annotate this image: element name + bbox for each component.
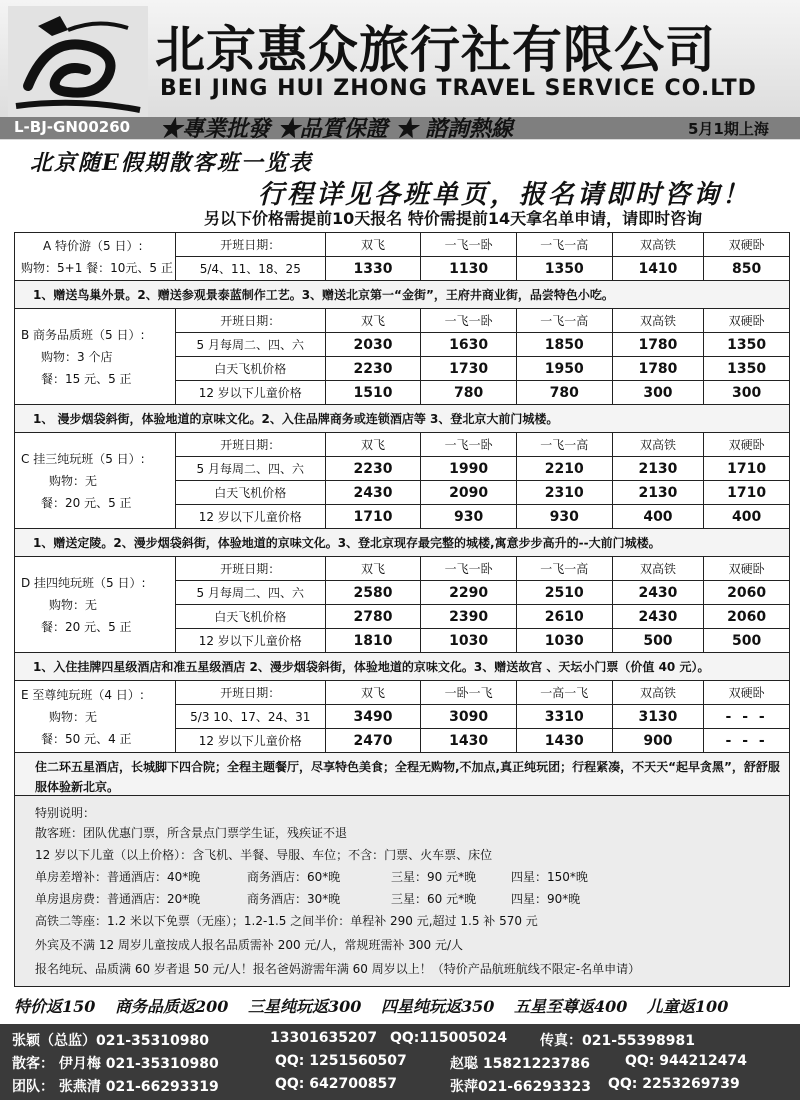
price-cell: 1510 bbox=[325, 381, 421, 405]
tour-d-note: 1、入住挂牌四星级酒店和准五星级酒店 2、漫步烟袋斜街，体验地道的京味文化。3、赠送故宫 、天坛小门票（价值 40 元）。 bbox=[15, 653, 790, 681]
special-line: 报名纯玩、品质满 60 岁者退 50 元/人！报名爸妈游需年满 60 周岁以上！（特价产品航班航线不限定-名单申请） bbox=[35, 962, 641, 976]
booking-notice: 另以下价格需提前10天报名 特价需提前14天拿名单申请，请即时咨询 bbox=[204, 209, 703, 228]
single-refund-3star: 三星：60 元*晚 bbox=[391, 892, 477, 906]
header-cell: 一飞一高 bbox=[516, 433, 612, 457]
price-cell: 2230 bbox=[325, 457, 421, 481]
price-cell: 2060 bbox=[704, 581, 790, 605]
tour-a-name: A 特价游（5 日）: bbox=[43, 238, 143, 253]
price-cell: 3310 bbox=[516, 705, 612, 729]
contact-footer bbox=[0, 1024, 800, 1100]
header-cell: 开班日期： bbox=[175, 681, 325, 705]
price-cell: 2090 bbox=[421, 481, 517, 505]
special-line: 外宾及不满 12 周岁儿童按成人报名品质需补 200 元/人，常规班需补 300 元/人 bbox=[35, 938, 464, 952]
tour-e-meals: 餐：50 元、4 正 bbox=[41, 731, 132, 746]
tour-c-name: C 挂三纯玩班（5 日）: bbox=[21, 451, 145, 466]
price-cell: - - - bbox=[704, 729, 790, 753]
price-cell: 500 bbox=[704, 629, 790, 653]
price-cell: 930 bbox=[421, 505, 517, 529]
price-cell: 850 bbox=[704, 257, 790, 281]
price-cell: 1350 bbox=[516, 257, 612, 281]
price-cell: 2470 bbox=[325, 729, 421, 753]
price-cell: 2610 bbox=[516, 605, 612, 629]
header-cell: 双硬卧 bbox=[704, 681, 790, 705]
header-cell: 双硬卧 bbox=[704, 309, 790, 333]
price-cell: 1810 bbox=[325, 629, 421, 653]
rebate-item: 儿童返100 bbox=[646, 997, 729, 1016]
header-cell: 双高铁 bbox=[612, 233, 704, 257]
header-cell: 一飞一高 bbox=[516, 557, 612, 581]
header-cell: 一飞一卧 bbox=[421, 433, 517, 457]
price-cell: 400 bbox=[612, 505, 704, 529]
tour-c-info bbox=[15, 433, 176, 529]
header-cell: 开班日期： bbox=[175, 433, 325, 457]
price-cell: 1330 bbox=[325, 257, 421, 281]
price-cell: - - - bbox=[704, 705, 790, 729]
page-title: 北京随E假期散客班一览表 bbox=[30, 150, 313, 176]
slogan: ★專業批發 ★品質保證 ★ 諮詢熱線 bbox=[160, 116, 513, 142]
price-cell: 300 bbox=[704, 381, 790, 405]
price-cell: 3130 bbox=[612, 705, 704, 729]
tour-c-shopping: 购物：无 bbox=[49, 473, 98, 488]
table-row bbox=[15, 433, 790, 457]
row-label: 白天飞机价格 bbox=[175, 481, 325, 505]
rebate-item: 商务品质返200 bbox=[114, 997, 229, 1016]
dragon-logo-icon bbox=[8, 6, 148, 118]
single-refund-label: 单房退房费：普通酒店：20*晚 bbox=[35, 892, 201, 906]
price-cell: 900 bbox=[612, 729, 704, 753]
tour-e-note-row bbox=[15, 753, 790, 801]
tour-a-note: 1、赠送鸟巢外景。2、赠送参观景泰蓝制作工艺。3、赠送北京第一“金街”，王府井商业街，品尝特色小吃。 bbox=[15, 281, 790, 309]
tour-b-name: B 商务品质班（5 日）: bbox=[21, 327, 145, 342]
price-cell: 1030 bbox=[516, 629, 612, 653]
header-cell: 双高铁 bbox=[612, 309, 704, 333]
price-cell: 500 bbox=[612, 629, 704, 653]
tour-a-shopping: 购物：5+1 餐：10元、5 正 bbox=[21, 260, 173, 275]
price-cell: 2430 bbox=[325, 481, 421, 505]
price-cell: 1780 bbox=[612, 357, 704, 381]
single-supplement-biz: 商务酒店：60*晚 bbox=[247, 870, 341, 884]
rebate-item: 五星至尊返400 bbox=[513, 997, 628, 1016]
single-supplement-3star: 三星：90 元*晚 bbox=[391, 870, 477, 884]
contact-qq: QQ:115005024 bbox=[390, 1030, 508, 1046]
contact-director: 张颖（总监）021-35310980 bbox=[12, 1033, 209, 1049]
price-cell: 1850 bbox=[516, 333, 612, 357]
header-cell: 一飞一高 bbox=[516, 309, 612, 333]
contact-individual: 散客： 伊月梅 021-35310980 bbox=[12, 1056, 219, 1072]
rebate-bar bbox=[14, 994, 794, 1017]
price-cell: 2780 bbox=[325, 605, 421, 629]
tour-b-info bbox=[15, 309, 176, 405]
header-cell: 双飞 bbox=[325, 681, 421, 705]
price-cell: 930 bbox=[516, 505, 612, 529]
tour-b-shopping: 购物：3 个店 bbox=[41, 349, 113, 364]
header-cell: 一卧一飞 bbox=[421, 681, 517, 705]
tour-e-info bbox=[15, 681, 176, 753]
header-cell: 双硬卧 bbox=[704, 557, 790, 581]
issue-date: 5月1期上海 bbox=[688, 120, 769, 138]
row-label: 白天飞机价格 bbox=[175, 357, 325, 381]
header-cell: 开班日期： bbox=[175, 557, 325, 581]
price-cell: 1350 bbox=[704, 333, 790, 357]
header-cell: 双飞 bbox=[325, 557, 421, 581]
price-cell: 1710 bbox=[325, 505, 421, 529]
header-cell: 双高铁 bbox=[612, 681, 704, 705]
price-cell: 1950 bbox=[516, 357, 612, 381]
price-cell: 1630 bbox=[421, 333, 517, 357]
row-label: 5 月每周二、四、六 bbox=[175, 333, 325, 357]
date-cell: 5/4、11、18、25 bbox=[175, 257, 325, 281]
header-cell: 双硬卧 bbox=[704, 433, 790, 457]
price-cell: 1430 bbox=[421, 729, 517, 753]
contact-phone: 张萍021-66293323 bbox=[450, 1079, 591, 1095]
tour-a-info bbox=[15, 233, 176, 281]
header-cell: 一飞一高 bbox=[516, 233, 612, 257]
tour-d-info bbox=[15, 557, 176, 653]
header-cell: 双飞 bbox=[325, 233, 421, 257]
header-cell: 双飞 bbox=[325, 309, 421, 333]
special-line: 散客班：团队优惠门票，所含景点门票学生证，残疾证不退 bbox=[35, 826, 348, 840]
price-cell: 2030 bbox=[325, 333, 421, 357]
price-cell: 1710 bbox=[704, 457, 790, 481]
price-cell: 300 bbox=[612, 381, 704, 405]
price-cell: 2210 bbox=[516, 457, 612, 481]
contact-phone: 赵聪 15821223786 bbox=[450, 1056, 591, 1072]
price-cell: 2310 bbox=[516, 481, 612, 505]
contact-fax: 传真：021-55398981 bbox=[540, 1033, 695, 1049]
price-cell: 400 bbox=[704, 505, 790, 529]
price-cell: 1730 bbox=[421, 357, 517, 381]
price-cell: 2390 bbox=[421, 605, 517, 629]
price-cell: 2130 bbox=[612, 457, 704, 481]
price-cell: 780 bbox=[421, 381, 517, 405]
price-cell: 2290 bbox=[421, 581, 517, 605]
price-cell: 2130 bbox=[612, 481, 704, 505]
header-cell: 双高铁 bbox=[612, 433, 704, 457]
row-label: 12 岁以下儿童价格 bbox=[175, 381, 325, 405]
row-label: 12 岁以下儿童价格 bbox=[175, 505, 325, 529]
company-name-en: BEI JING HUI ZHONG TRAVEL SERVICE CO.LTD bbox=[160, 76, 757, 101]
header-cell: 一飞一卧 bbox=[421, 557, 517, 581]
price-cell: 2060 bbox=[704, 605, 790, 629]
single-supplement-4star: 四星：150*晚 bbox=[511, 870, 588, 884]
page-subtitle: 行程详见各班单页，报名请即时咨询！ bbox=[258, 180, 752, 210]
price-cell: 2230 bbox=[325, 357, 421, 381]
single-refund-4star: 四星：90*晚 bbox=[511, 892, 581, 906]
price-cell: 3490 bbox=[325, 705, 421, 729]
header-cell: 一飞一卧 bbox=[421, 233, 517, 257]
price-cell: 1780 bbox=[612, 333, 704, 357]
contact-qq: QQ: 944212474 bbox=[625, 1053, 747, 1069]
tour-price-table bbox=[14, 232, 790, 801]
tour-c-note-row bbox=[15, 529, 790, 557]
special-line: 12 岁以下儿童（以上价格）：含飞机、半餐、导服、车位；不含：门票、火车票、床位 bbox=[35, 848, 493, 862]
tour-d-note-row bbox=[15, 653, 790, 681]
price-cell: 1710 bbox=[704, 481, 790, 505]
table-row bbox=[15, 557, 790, 581]
header-cell: 一飞一卧 bbox=[421, 309, 517, 333]
tour-d-name: D 挂四纯玩班（5 日）: bbox=[21, 575, 146, 590]
contact-group: 团队： 张燕清 021-66293319 bbox=[12, 1079, 219, 1095]
header-cell: 一高一飞 bbox=[516, 681, 612, 705]
row-label: 12 岁以下儿童价格 bbox=[175, 729, 325, 753]
table-row bbox=[15, 309, 790, 333]
header-cell: 双飞 bbox=[325, 433, 421, 457]
company-name-cn: 北京惠众旅行社有限公司 bbox=[155, 21, 716, 79]
price-cell: 2580 bbox=[325, 581, 421, 605]
header-cell: 开班日期： bbox=[175, 233, 325, 257]
table-row bbox=[15, 233, 790, 257]
tour-d-shopping: 购物：无 bbox=[49, 597, 98, 612]
row-label: 5 月每周二、四、六 bbox=[175, 581, 325, 605]
tour-b-note: 1、 漫步烟袋斜街，体验地道的京味文化。2、入住品牌商务或连锁酒店等 3、登北京大前门城楼。 bbox=[15, 405, 790, 433]
price-cell: 1410 bbox=[612, 257, 704, 281]
price-cell: 780 bbox=[516, 381, 612, 405]
rebate-item: 特价返150 bbox=[14, 997, 96, 1016]
price-cell: 2430 bbox=[612, 605, 704, 629]
price-cell: 1350 bbox=[704, 357, 790, 381]
contact-phone: 13301635207 bbox=[270, 1030, 378, 1046]
contact-qq: QQ: 642700857 bbox=[275, 1076, 397, 1092]
price-cell: 1030 bbox=[421, 629, 517, 653]
header-banner bbox=[0, 0, 800, 140]
row-label: 5/3 10、17、24、31 bbox=[175, 705, 325, 729]
license-code: L-BJ-GN00260 bbox=[14, 118, 131, 136]
header-cell: 双硬卧 bbox=[704, 233, 790, 257]
contact-qq: QQ: 1251560507 bbox=[275, 1053, 407, 1069]
row-label: 5 月每周二、四、六 bbox=[175, 457, 325, 481]
tour-b-meals: 餐：15 元、5 正 bbox=[41, 371, 132, 386]
price-cell: 1430 bbox=[516, 729, 612, 753]
special-notes bbox=[14, 795, 790, 987]
tour-e-name: E 至尊纯玩班（4 日）: bbox=[21, 687, 144, 702]
price-cell: 2510 bbox=[516, 581, 612, 605]
tour-a-note-row bbox=[15, 281, 790, 309]
price-cell: 2430 bbox=[612, 581, 704, 605]
tour-c-note: 1、赠送定陵。2、漫步烟袋斜街，体验地道的京味文化。3、登北京现存最完整的城楼,寓意步步高升的--大前门城楼。 bbox=[15, 529, 790, 557]
tour-b-note-row bbox=[15, 405, 790, 433]
row-label: 12 岁以下儿童价格 bbox=[175, 629, 325, 653]
price-cell: 1130 bbox=[421, 257, 517, 281]
price-cell: 1990 bbox=[421, 457, 517, 481]
header-cell: 双高铁 bbox=[612, 557, 704, 581]
special-line: 高铁二等座：1.2 米以下免票（无座）；1.2-1.5 之间半价：单程补 290 元,超过 1.5 补 570 元 bbox=[35, 914, 538, 928]
rebate-item: 三星纯玩返300 bbox=[247, 997, 362, 1016]
single-supplement-label: 单房差增补：普通酒店：40*晚 bbox=[35, 870, 201, 884]
price-cell: 3090 bbox=[421, 705, 517, 729]
tour-d-meals: 餐：20 元、5 正 bbox=[41, 619, 132, 634]
table-row bbox=[15, 681, 790, 705]
rebate-item: 四星纯玩返350 bbox=[380, 997, 495, 1016]
header-cell: 开班日期： bbox=[175, 309, 325, 333]
tour-e-note: 住二环五星酒店，长城脚下四合院；全程主题餐厅，尽享特色美食；全程无购物,不加点,真正纯玩团；行程紧凑，不天天“起早贪黑”，舒舒服服体验新北京。 bbox=[15, 753, 790, 801]
tour-e-shopping: 购物：无 bbox=[49, 709, 98, 724]
tour-c-meals: 餐：20 元、5 正 bbox=[41, 495, 132, 510]
row-label: 白天飞机价格 bbox=[175, 605, 325, 629]
single-refund-biz: 商务酒店：30*晚 bbox=[247, 892, 341, 906]
contact-qq: QQ: 2253269739 bbox=[608, 1076, 740, 1092]
special-title: 特别说明： bbox=[35, 806, 96, 820]
